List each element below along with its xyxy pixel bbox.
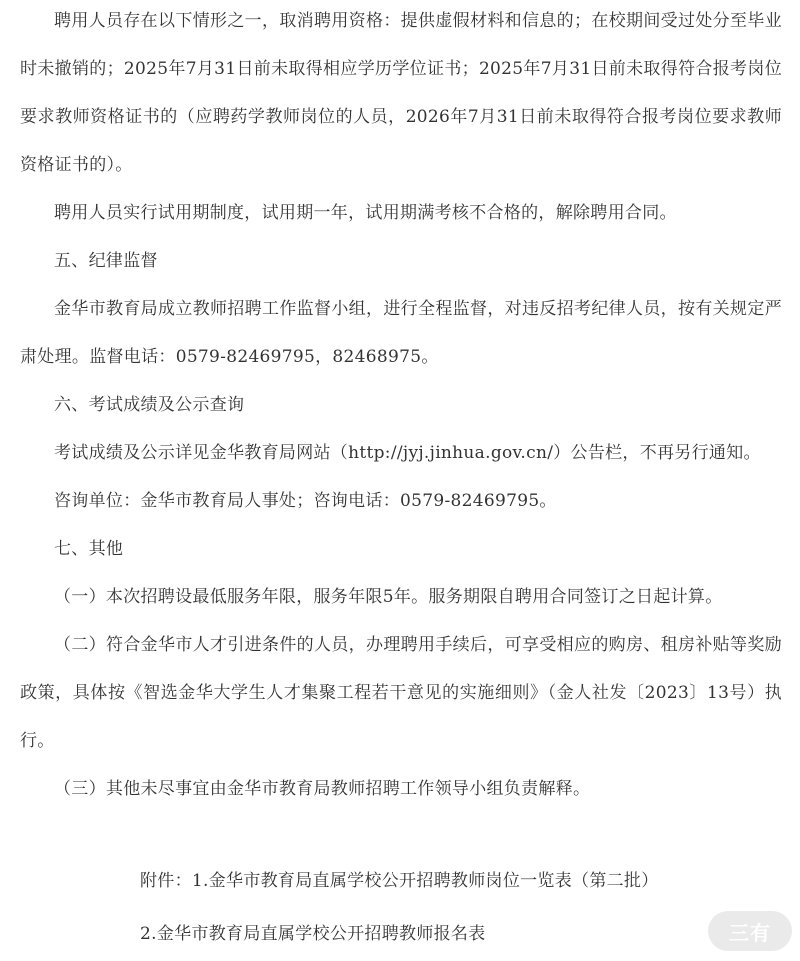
paragraph-supervision: 金华市教育局成立教师招聘工作监督小组，进行全程监督，对违反招考纪律人员，按有关规定严肃处理。监督电话：0579-82469795，82468975。 — [20, 299, 782, 367]
heading-discipline: 五、纪律监督 — [54, 251, 158, 271]
heading-results: 六、考试成绩及公示查询 — [54, 395, 245, 415]
paragraph-service-years: （一）本次招聘设最低服务年限，服务年限5年。服务期限自聘用合同签订之日起计算。 — [54, 587, 723, 607]
paragraph-talent-policy: （二）符合金华市人才引进条件的人员，办理聘用手续后，可享受相应的购房、租房补贴等奖励政策，具体按《智选金华大学生人才集聚工程若干意见的实施细则》（金人社发〔2023〕13号）执行。 — [20, 635, 782, 751]
heading-other: 七、其他 — [54, 539, 124, 559]
attachment-link-2[interactable]: 2.金华市教育局直属学校公开招聘教师报名表 — [140, 924, 486, 944]
spacer — [20, 813, 782, 855]
paragraph-probation: 聘用人员实行试用期制度，试用期一年，试用期满考核不合格的，解除聘用合同。 — [54, 203, 677, 223]
paragraph-interpretation: （三）其他未尽事宜由金华市教育局教师招聘工作领导小组负责解释。 — [54, 779, 591, 799]
paragraph-disqualification: 聘用人员存在以下情形之一，取消聘用资格：提供虚假材料和信息的；在校期间受过处分至毕业时未撤销的；2025年7月31日前未取得相应学历学位证书；2025年7月31日前未取得符合报考岗位要求教师资格证书的（应聘药学教师岗位的人员，2026年7月31日前未取得符合报考岗位要求教师资格证书的）。 — [20, 11, 782, 175]
paragraph-results-website: 考试成绩及公示详见金华教育局网站（http://jyj.jinhua.gov.cn/）公告栏，不再另行通知。 — [54, 443, 761, 463]
paragraph-consultation: 咨询单位：金华市教育局人事处；咨询电话：0579-82469795。 — [54, 491, 557, 511]
attachment-link-1[interactable]: 附件：1.金华市教育局直属学校公开招聘教师岗位一览表（第二批） — [140, 871, 659, 891]
floating-menu-button[interactable]: 三有 — [708, 911, 792, 951]
